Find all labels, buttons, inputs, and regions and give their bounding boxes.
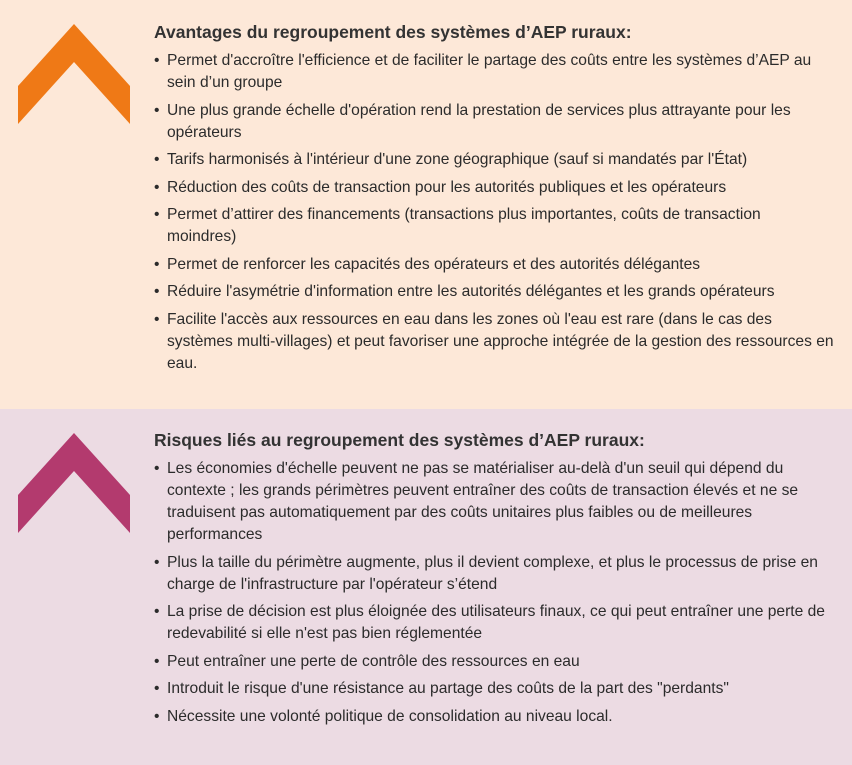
risks-list bbox=[154, 458, 834, 728]
advantages-list bbox=[154, 50, 834, 375]
risk-item: • Les économies d'échelle peuvent ne pas se matérialiser au-delà d'un seuil qui dépend du contexte ; les grands périmètres peuvent entraîner des coûts de transaction élevés et ne se traduisent pas automatiquement par des coûts unitaires plus faibles ou de meilleures performances bbox=[154, 458, 834, 546]
risk-item: • Plus la taille du périmètre augmente, plus il devient complexe, et plus le processus de prise en charge de l'infrastructure par l'opérateur s’étend bbox=[154, 552, 834, 596]
risk-item: • Introduit le risque d'une résistance au partage des coûts de la part des "perdants" bbox=[154, 678, 834, 700]
advantages-content bbox=[154, 20, 834, 380]
chevron-up-icon bbox=[18, 24, 130, 124]
advantage-item: • Réduire l'asymétrie d'information entre les autorités délégantes et les grands opérateurs bbox=[154, 281, 834, 303]
advantage-item: • Une plus grande échelle d'opération rend la prestation de services plus attrayante pour les opérateurs bbox=[154, 100, 834, 144]
advantage-item: • Facilite l'accès aux ressources en eau dans les zones où l'eau est rare (dans le cas des systèmes multi-villages) et peut favoriser une approche intégrée de la gestion des ressources en eau. bbox=[154, 309, 834, 375]
risks-chevron-shape bbox=[18, 433, 130, 533]
advantage-item: • Permet de renforcer les capacités des opérateurs et des autorités délégantes bbox=[154, 254, 834, 276]
risk-item: • Nécessite une volonté politique de consolidation au niveau local. bbox=[154, 706, 834, 728]
advantages-chevron-shape bbox=[18, 24, 130, 124]
risks-content bbox=[154, 428, 834, 733]
chevron-up-icon bbox=[18, 433, 130, 533]
advantage-item: • Permet d'accroître l'efficience et de faciliter le partage des coûts entre les systèmes d’AEP au sein d’un groupe bbox=[154, 50, 834, 94]
risks-title: Risques liés au regroupement des systèmes d’AEP ruraux: bbox=[154, 430, 645, 450]
advantage-item: • Réduction des coûts de transaction pour les autorités publiques et les opérateurs bbox=[154, 177, 834, 199]
advantages-title: Avantages du regroupement des systèmes d’AEP ruraux: bbox=[154, 22, 632, 42]
advantage-item: • Permet d’attirer des financements (transactions plus importantes, coûts de transaction moindres) bbox=[154, 204, 834, 248]
risks-panel bbox=[0, 409, 852, 765]
risk-item: • La prise de décision est plus éloignée des utilisateurs finaux, ce qui peut entraîner une perte de redevabilité si elle n'est pas bien réglementée bbox=[154, 601, 834, 645]
risk-item: • Peut entraîner une perte de contrôle des ressources en eau bbox=[154, 651, 834, 673]
advantage-item: • Tarifs harmonisés à l'intérieur d'une zone géographique (sauf si mandatés par l'État) bbox=[154, 149, 834, 171]
